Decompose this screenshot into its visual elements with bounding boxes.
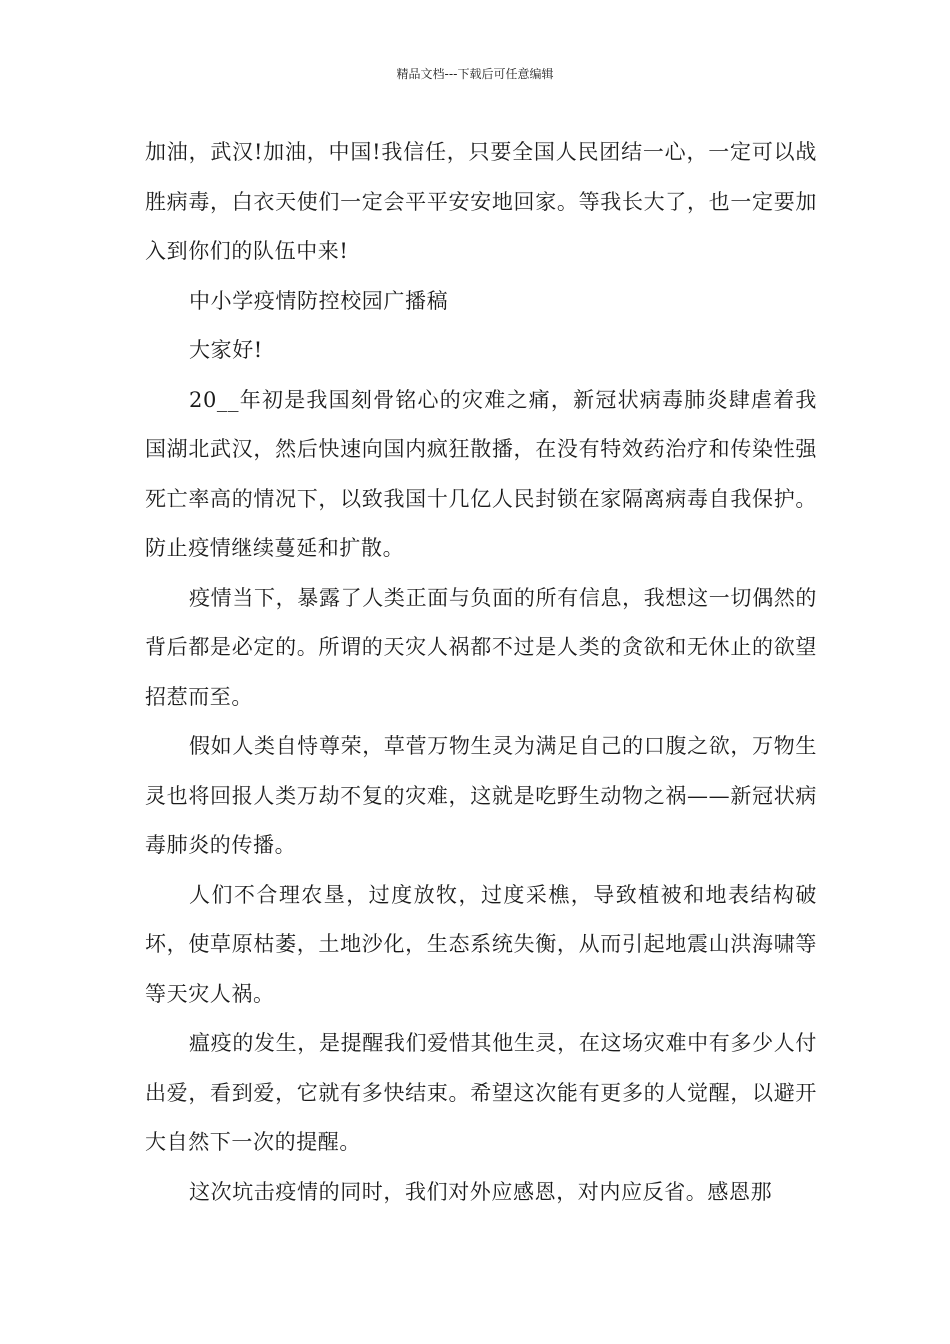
paragraph-continued: 加油，武汉!加油，中国!我信任，只要全国人民团结一心，一定可以战胜病毒，白衣天使们一定会平平安安地回家。等我长大了，也一定要加入到你们的队伍中来! [145, 140, 817, 263]
page-header: 精品文档---下载后可任意编辑 [396, 67, 554, 81]
paragraph-truncated: 这次坑击疫情的同时，我们对外应感恩，对内应反省。感恩那 [189, 1179, 773, 1204]
greeting: 大家好! [189, 338, 263, 362]
document-body [145, 128, 817, 1217]
section-title: 中小学疫情防控校园广播稿 [189, 288, 449, 313]
paragraph: 疫情当下，暴露了人类正面与负面的所有信息，我想这一切偶然的背后都是必定的。所谓的天灾人祸都不过是人类的贪欲和无休止的欲望招惹而至。 [145, 585, 817, 709]
paragraph: 假如人类自恃尊荣，草菅万物生灵为满足自己的口腹之欲，万物生灵也将回报人类万劫不复的灾难，这就是吃野生动物之祸——新冠状病毒肺炎的传播。 [145, 734, 817, 857]
paragraph: 人们不合理农垦，过度放牧，过度采樵，导致植被和地表结构破坏，使草原枯萎，土地沙化，生态系统失衡，从而引起地震山洪海啸等等天灾人祸。 [145, 882, 817, 1006]
paragraph: 瘟疫的发生，是提醒我们爱惜其他生灵，在这场灾难中有多少人付出爱，看到爱，它就有多快结束。希望这次能有更多的人觉醒，以避开大自然下一次的提醒。 [145, 1031, 817, 1154]
paragraph: 20__年初是我国刻骨铭心的灾难之痛，新冠状病毒肺炎肆虐着我国湖北武汉，然后快速向国内疯狂散播，在没有特效药治疗和传染性强死亡率高的情况下，以致我国十几亿人民封锁在家隔离病毒自我保护。防止疫情继续蔓延和扩散。 [145, 387, 817, 560]
